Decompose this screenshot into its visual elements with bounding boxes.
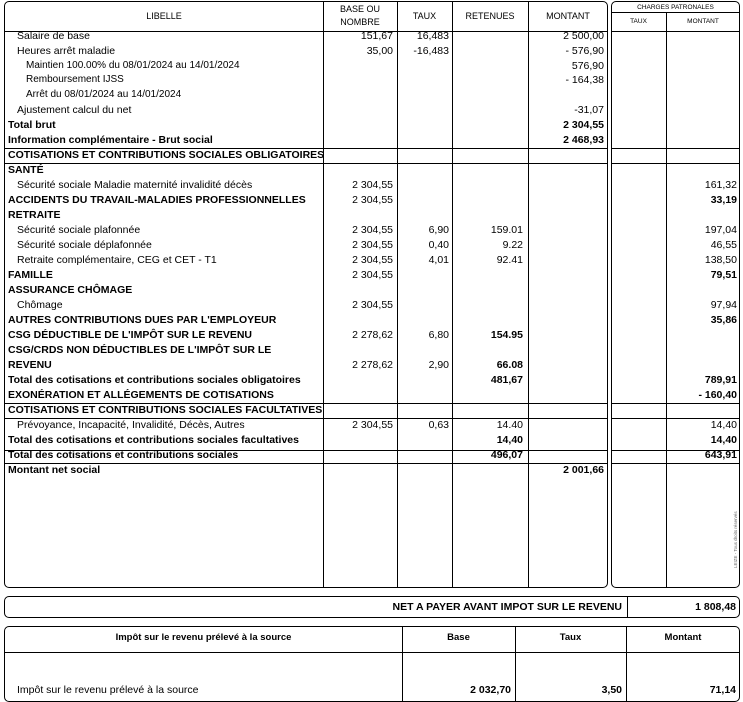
row-label: Total brut xyxy=(8,119,56,131)
tax-header-base: Base xyxy=(447,632,470,643)
row-retenues: 14,40 xyxy=(496,434,523,446)
row-cp-montant: 138,50 xyxy=(704,254,737,266)
header-base: BASE OU xyxy=(339,4,380,14)
row-label: Maintien 100.00% du 08/01/2024 au 14/01/2024 xyxy=(26,60,240,71)
row-base: 2 304,55 xyxy=(352,224,393,236)
tax-header-taux: Taux xyxy=(559,632,582,643)
row-label: Sécurité sociale Maladie maternité invalidité décès xyxy=(17,179,253,191)
row-retenues: 481,67 xyxy=(490,374,523,386)
row-label: ASSURANCE CHÔMAGE xyxy=(8,284,133,296)
row-label: Information complémentaire - Brut social xyxy=(8,134,213,146)
row-taux: 16,483 xyxy=(416,30,449,42)
tax-base: 2 032,70 xyxy=(470,684,511,696)
row-base: 2 304,55 xyxy=(352,269,393,281)
row-base: 2 304,55 xyxy=(352,179,393,191)
row-retenues: 92.41 xyxy=(496,254,523,266)
row-base: 151,67 xyxy=(360,30,393,42)
row-retenues: 66.08 xyxy=(496,359,523,371)
row-base: 2 304,55 xyxy=(352,254,393,266)
row-base: 2 304,55 xyxy=(352,299,393,311)
row-cp-montant: 79,51 xyxy=(710,269,737,281)
header-libelle: LIBELLE xyxy=(146,11,182,21)
row-label: Arrêt du 08/01/2024 au 14/01/2024 xyxy=(26,89,182,100)
row-label: Prévoyance, Incapacité, Invalidité, Décès, Autres xyxy=(17,419,245,431)
tax-header-label: Impôt sur le revenu prélevé à la source xyxy=(115,632,292,643)
row-cp-montant: 197,04 xyxy=(704,224,737,236)
row-montant: 576,90 xyxy=(571,60,604,72)
row-cp-montant: 14,40 xyxy=(710,419,737,431)
row-taux: 0,40 xyxy=(428,239,449,251)
row-montant: 2 500,00 xyxy=(563,30,604,42)
header-montant: MONTANT xyxy=(546,11,590,21)
row-cp-montant: 161,32 xyxy=(704,179,737,191)
tax-montant: 71,14 xyxy=(709,684,736,696)
row-label: Total des cotisations et contributions sociales xyxy=(8,449,239,461)
row-cp-montant: 35,86 xyxy=(710,314,737,326)
row-taux: 0,63 xyxy=(428,419,449,431)
row-taux: 6,80 xyxy=(428,329,449,341)
side-copyright: LEIZE - Tous droits réservés xyxy=(733,511,738,568)
row-montant: - 576,90 xyxy=(565,45,604,57)
row-base: 35,00 xyxy=(366,45,393,57)
row-label: Total des cotisations et contributions sociales facultatives xyxy=(8,434,299,446)
row-label: Chômage xyxy=(17,299,63,311)
row-cp-montant: 46,55 xyxy=(710,239,737,251)
row-montant: 2 304,55 xyxy=(563,119,604,131)
tax-header-montant: Montant xyxy=(664,632,702,643)
row-label: Salaire de base xyxy=(17,30,90,42)
row-label: EXONÉRATION ET ALLÉGEMENTS DE COTISATIONS xyxy=(8,389,274,401)
row-taux: -16,483 xyxy=(413,45,449,57)
row-base: 2 304,55 xyxy=(352,194,393,206)
row-label: AUTRES CONTRIBUTIONS DUES PAR L'EMPLOYEUR xyxy=(8,314,277,326)
row-retenues: 9.22 xyxy=(502,239,523,251)
row-label: Remboursement IJSS xyxy=(26,74,124,85)
row-label: REVENU xyxy=(8,359,52,371)
row-cp-montant: 643,91 xyxy=(704,449,737,461)
row-cp-montant: 789,91 xyxy=(704,374,737,386)
row-label: COTISATIONS ET CONTRIBUTIONS SOCIALES FACULTATIVES xyxy=(8,404,323,416)
row-montant: - 164,38 xyxy=(565,74,604,86)
row-label: CSG DÉDUCTIBLE DE L'IMPÔT SUR LE REVENU xyxy=(8,329,253,341)
row-retenues: 14.40 xyxy=(496,419,523,431)
row-cp-montant: - 160,40 xyxy=(698,389,737,401)
header-base-2: NOMBRE xyxy=(340,17,380,27)
row-montant: -31,07 xyxy=(574,104,604,116)
row-retenues: 154.95 xyxy=(490,329,523,341)
row-montant: 2 468,93 xyxy=(563,134,604,146)
row-label: COTISATIONS ET CONTRIBUTIONS SOCIALES OBLIGATOIRES xyxy=(8,149,325,161)
row-base: 2 278,62 xyxy=(352,359,393,371)
header-taux: TAUX xyxy=(412,11,437,21)
row-label: SANTÉ xyxy=(8,164,44,176)
row-taux: 2,90 xyxy=(428,359,449,371)
row-cp-montant: 14,40 xyxy=(710,434,737,446)
row-base: 2 304,55 xyxy=(352,239,393,251)
row-taux: 6,90 xyxy=(428,224,449,236)
row-label: Heures arrêt maladie xyxy=(17,45,116,57)
row-label: Montant net social xyxy=(8,464,101,476)
row-montant: 2 001,66 xyxy=(563,464,604,476)
row-base: 2 304,55 xyxy=(352,419,393,431)
row-base: 2 278,62 xyxy=(352,329,393,341)
row-label: Sécurité sociale déplafonnée xyxy=(17,239,152,251)
row-label: RETRAITE xyxy=(8,209,61,221)
row-retenues: 159.01 xyxy=(490,224,523,236)
header-retenues: RETENUES xyxy=(465,11,515,21)
charges-patronales-table xyxy=(611,1,740,588)
row-taux: 4,01 xyxy=(428,254,449,266)
tax-taux: 3,50 xyxy=(601,684,622,696)
tax-label: Impôt sur le revenu prélevé à la source xyxy=(17,684,199,696)
row-label: Ajustement calcul du net xyxy=(17,104,132,116)
row-cp-montant: 97,94 xyxy=(710,299,737,311)
header-charges-patronales: CHARGES PATRONALES xyxy=(637,4,714,11)
row-retenues: 496,07 xyxy=(490,449,523,461)
row-label: Sécurité sociale plafonnée xyxy=(17,224,141,236)
row-label: ACCIDENTS DU TRAVAIL-MALADIES PROFESSIONNELLES xyxy=(8,194,306,206)
header-cp-taux: TAUX xyxy=(630,18,647,25)
row-cp-montant: 33,19 xyxy=(710,194,737,206)
row-label: Retraite complémentaire, CEG et CET - T1 xyxy=(17,254,217,266)
row-label: Total des cotisations et contributions sociales obligatoires xyxy=(8,374,301,386)
net-label: NET A PAYER AVANT IMPOT SUR LE REVENU xyxy=(392,601,622,613)
header-cp-montant: MONTANT xyxy=(687,18,719,25)
row-label: CSG/CRDS NON DÉDUCTIBLES DE L'IMPÔT SUR LE xyxy=(8,344,272,356)
row-label: FAMILLE xyxy=(8,269,53,281)
net-value: 1 808,48 xyxy=(695,601,736,613)
